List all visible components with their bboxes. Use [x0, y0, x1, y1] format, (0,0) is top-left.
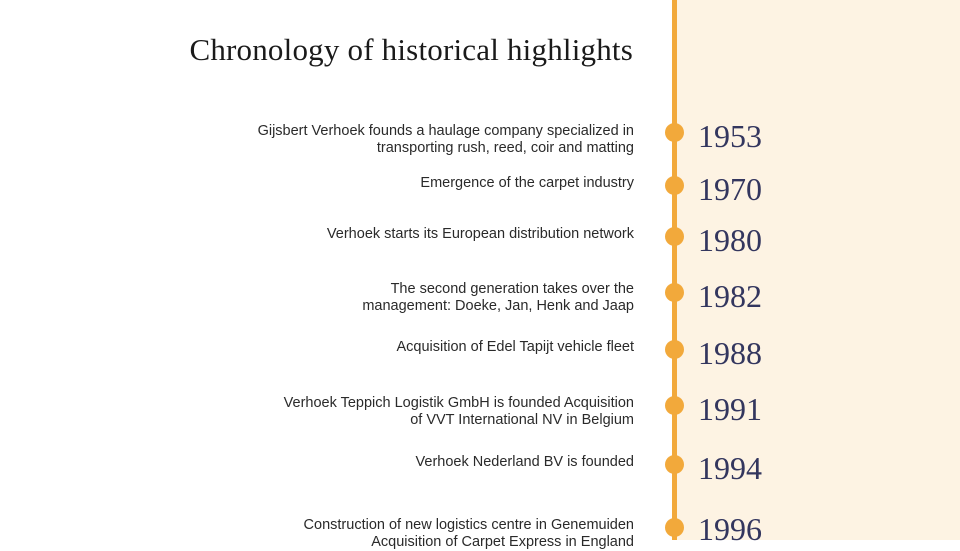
event-year: 1991: [698, 391, 762, 427]
event-description-line: Construction of new logistics centre in Genemuiden: [303, 517, 634, 533]
event-description-1994: [224, 454, 634, 471]
event-description-line: of VVT International NV in Belgium: [410, 412, 634, 428]
event-description-1953: [224, 123, 634, 157]
event-description-line: Emergence of the carpet industry: [420, 175, 634, 191]
event-description-line: Gijsbert Verhoek founds a haulage company specialized in: [257, 123, 634, 139]
event-year: 1988: [698, 335, 762, 371]
timeline-dot: [665, 123, 684, 142]
event-description-1980: [224, 226, 634, 243]
event-year: 1996: [698, 511, 762, 547]
event-description-1991: [224, 395, 634, 429]
event-description-line: transporting rush, reed, coir and matting: [376, 140, 634, 156]
event-description-line: Verhoek Teppich Logistik GmbH is founded Acquisition: [283, 395, 634, 411]
timeline-dot: [665, 455, 684, 474]
event-description-line: The second generation takes over the: [390, 281, 634, 297]
event-description-line: Acquisition of Edel Tapijt vehicle fleet: [396, 339, 634, 355]
event-description-line: Verhoek starts its European distribution network: [326, 226, 634, 242]
event-description-line: Acquisition of Carpet Express in England: [371, 534, 634, 550]
timeline-dot: [665, 340, 684, 359]
timeline-dot: [665, 227, 684, 246]
event-year: 1980: [698, 222, 762, 258]
event-description-1970: [224, 175, 634, 192]
event-year: 1970: [698, 171, 762, 207]
page-title: Chronology of historical highlights: [189, 32, 633, 67]
timeline-dot: [665, 176, 684, 195]
timeline-dot: [665, 396, 684, 415]
timeline-dot: [665, 283, 684, 302]
event-description-line: management: Doeke, Jan, Henk and Jaap: [362, 298, 634, 314]
event-description-1996: [224, 517, 634, 551]
event-description-1988: [224, 339, 634, 356]
event-year: 1982: [698, 278, 762, 314]
event-year: 1994: [698, 450, 762, 486]
event-year: 1953: [698, 118, 762, 154]
timeline-dot: [665, 518, 684, 537]
event-description-1982: [224, 281, 634, 315]
event-description-line: Verhoek Nederland BV is founded: [415, 454, 634, 470]
